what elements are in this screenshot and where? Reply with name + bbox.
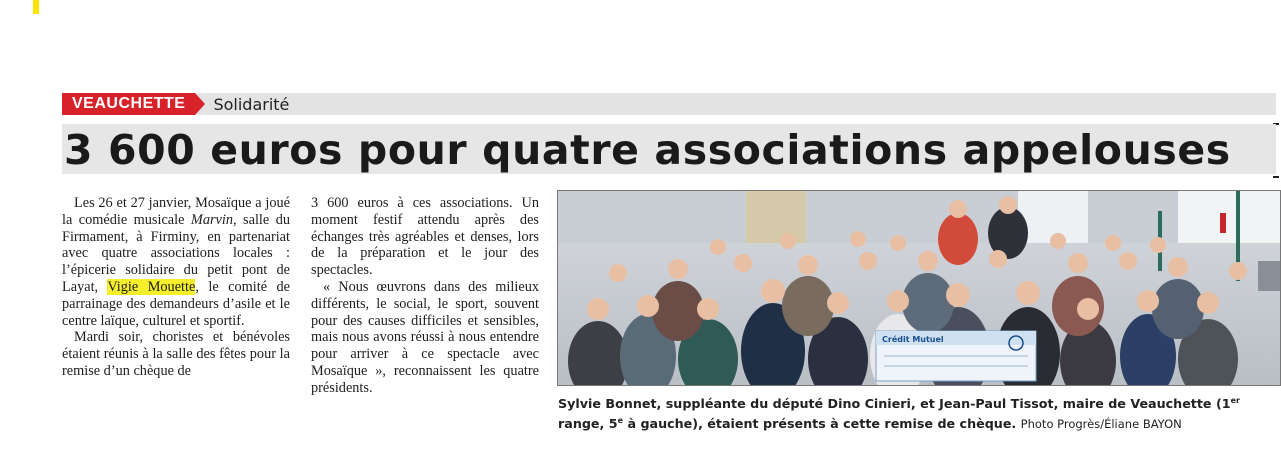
paragraph-text: , salle du Firmament, à Firminy, en partenariat avec quatre associations locales : l’épicerie solidaire du petit pont de Layat, — [62, 211, 290, 295]
caption-superscript: e — [617, 416, 624, 426]
section-kicker-bar — [62, 93, 1276, 115]
article-headline: 3 600 euros pour quatre associations appelouses — [64, 126, 1231, 174]
town-tag: VEAUCHETTE — [62, 93, 195, 115]
caption-text: range, 5 — [558, 416, 618, 432]
article-column-2 — [311, 195, 539, 397]
highlighted-association-name: Vigie Mouette — [107, 278, 196, 295]
paragraph-text: , le comité de parrainage des demandeurs d’asile et le centre laïque, culturel et sportif. — [62, 278, 291, 329]
paragraph-3: 3 600 euros à ces associations. Un moment festif attendu après des échanges très agréables et denses, lors de la préparation et le jour des spectacles. — [311, 195, 539, 279]
cheque-bank-label: Crédit Mutuel — [882, 335, 944, 344]
photo-credit: Photo Progrès/Éliane BAYON — [1020, 417, 1182, 432]
photo-caption — [558, 392, 1278, 433]
caption-superscript: er — [1230, 396, 1240, 405]
paragraph-4: « Nous œuvrons dans des milieux différents, le social, le sport, souvent pour des causes difficiles et sensibles, mais nous avons réussi à nous entendre pour arriver à ce spectacle avec Mosaïque », reconnaissent les quatre présidents. — [311, 278, 539, 396]
caption-text: à gauche), étaient présents à cette remise de chèque. — [623, 416, 1017, 432]
caption-text: Sylvie Bonnet, suppléante du député Dino Cinieri, et Jean-Paul Tissot, maire de Veauchette (1 — [558, 396, 1231, 412]
yellow-corner-mark — [33, 0, 39, 14]
margin-tick-mark — [1273, 176, 1279, 178]
paragraph-text: Les 26 et 27 janvier, Mosaïque a joué la comédie musicale — [62, 195, 290, 228]
article-column-1 — [62, 195, 290, 380]
show-title: Marvin — [190, 211, 234, 228]
paragraph-2: Mardi soir, choristes et bénévoles étaient réunis à la salle des fêtes pour la remise d’un chèque de — [62, 329, 290, 379]
section-topic: Solidarité — [213, 94, 290, 114]
paragraph-1 — [62, 195, 290, 329]
group-photo — [557, 190, 1281, 386]
